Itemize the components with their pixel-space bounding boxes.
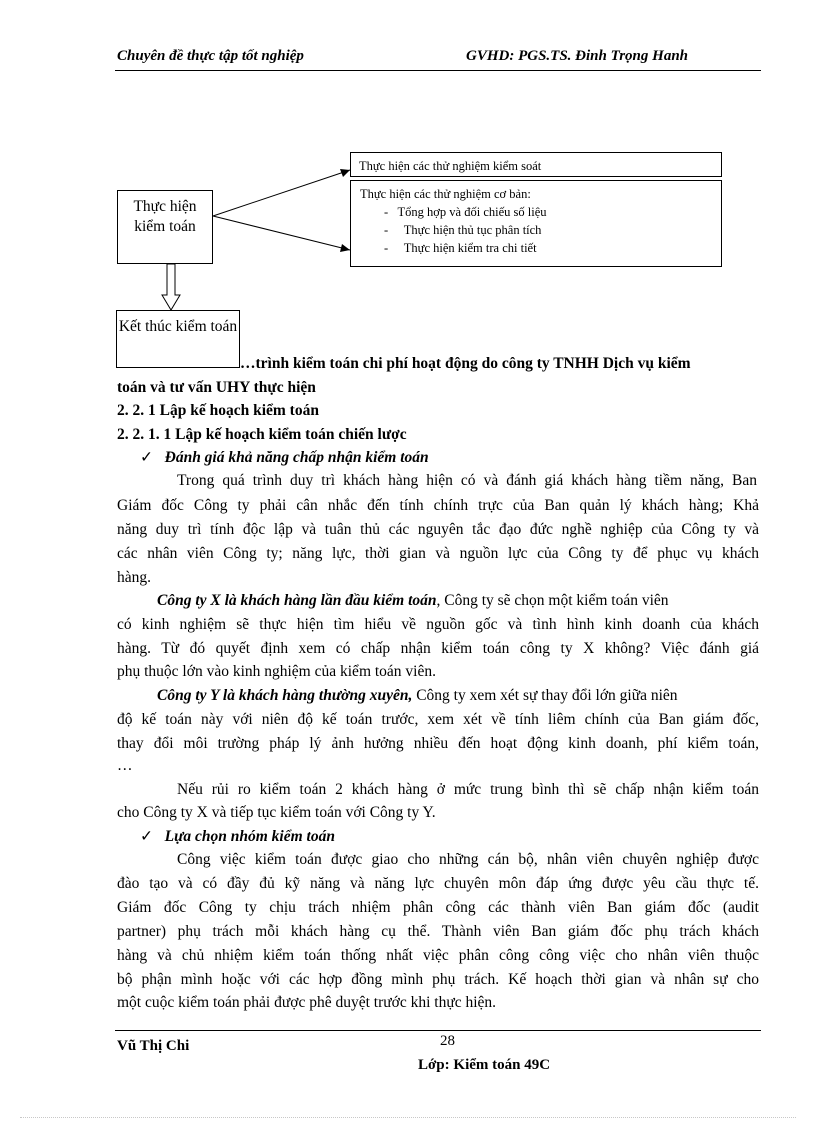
footer-rule (115, 1030, 761, 1031)
box-substantive-tests (350, 180, 722, 267)
p2-line: hàng. Từ đó quyết định xem có chấp nhận kiểm toán công ty X không? Việc đánh giá (117, 640, 759, 657)
heading-2-2-1: 2. 2. 1 Lập kế hoạch kiểm toán (117, 402, 319, 419)
heading-main-line-1: …trình kiểm toán chi phí hoạt động do công ty TNHH Dịch vụ kiểm (240, 355, 691, 372)
footer-author: Vũ Thị Chi (117, 1038, 190, 1054)
p5-line: đào tạo và có đầy đủ kỹ năng và năng lực chuyên môn đáp ứng được yêu cầu thực tế. (117, 875, 759, 892)
p5-line: một cuộc kiểm toán phải được phê duyệt trước khi thực hiện. (117, 994, 497, 1011)
header-title: Chuyên đề thực tập tốt nghiệp (117, 48, 304, 64)
bullet-team-selection: ✓ Lựa chọn nhóm kiểm toán (140, 828, 335, 845)
substantive-item: - Thực hiện thủ tục phân tích (384, 223, 542, 237)
p5-line: partner) phụ trách mỗi khách hàng cụ thể. Thành viên Ban giám đốc phụ trách khách (117, 923, 759, 940)
p4-line: cho Công ty X và tiếp tục kiểm toán với Công ty Y. (117, 804, 436, 821)
footer-class: Lớp: Kiểm toán 49C (418, 1057, 551, 1073)
box-finish-audit (116, 310, 240, 368)
box-control-tests-label: Thực hiện các thử nghiệm kiểm soát (359, 159, 542, 173)
p1-line: các nhân viên Công ty; năng lực, thời gian và nguồn lực của Công ty để phục vụ khách (117, 545, 759, 562)
p3-line: Công ty Y là khách hàng thường xuyên, Công ty xem xét sự thay đổi lớn giữa niên (157, 687, 678, 704)
p1-line: năng duy trì tính độc lập và tuân thủ các nguyên tắc đạo đức nghề nghiệp của Công ty và (117, 521, 759, 538)
arrowhead-controls (340, 169, 350, 177)
check-icon: ✓ (140, 828, 153, 845)
p5-line: Công việc kiểm toán được giao cho những cán bộ, nhân viên chuyên nghiệp được (177, 851, 759, 868)
p5-line: Giám đốc Công ty chịu trách nhiệm phân công các thành viên Ban giám đốc (audit (117, 899, 759, 916)
box-finish-label: Kết thúc kiểm toán (118, 318, 238, 335)
substantive-item: - Tổng hợp và đối chiếu số liệu (384, 205, 547, 219)
check-icon: ✓ (140, 449, 153, 466)
p4-line: Nếu rủi ro kiểm toán 2 khách hàng ở mức trung bình thì sẽ chấp nhận kiểm toán (177, 781, 759, 798)
heading-main-line-2: toán và tư vấn UHY thực hiện (117, 379, 316, 396)
header-supervisor: GVHD: PGS.TS. Đinh Trọng Hanh (466, 48, 688, 64)
p2-line: phụ thuộc lớn vào kinh nghiệm của kiểm toán viên. (117, 663, 436, 680)
arrow-to-substantive (213, 216, 350, 250)
p1-line: Giám đốc Công ty phải cân nhắc đến tính chính trực của Ban quản lý khách hàng; Khả (117, 497, 759, 514)
substantive-item: - Thực hiện kiểm tra chi tiết (384, 241, 537, 255)
p3-line: độ kế toán này với niên độ kế toán trước, xem xét về tính liêm chính của Ban giám đốc, (117, 711, 759, 728)
box-substantive-title: Thực hiện các thử nghiệm cơ bản: (360, 187, 531, 201)
p5-line: hàng và chủ nhiệm kiểm toán thống nhất việc phân công công việc cho nhân viên thuộc (117, 947, 759, 964)
page-edge-dotted (20, 1117, 796, 1118)
p2-line: Công ty X là khách hàng lần đầu kiểm toán, Công ty sẽ chọn một kiểm toán viên (157, 592, 669, 609)
heading-2-2-1-1: 2. 2. 1. 1 Lập kế hoạch kiểm toán chiến lược (117, 426, 407, 443)
arrowhead-substantive (340, 244, 350, 252)
p1-line: Trong quá trình duy trì khách hàng hiện có và đánh giá khách hàng tiềm năng, Ban (177, 472, 757, 489)
p1-line: hàng. (117, 569, 152, 586)
p3-line: thay đổi môi trường pháp lý ảnh hưởng nhiều đến hoạt động kinh doanh, phí kiểm toán, (117, 735, 759, 752)
page-number: 28 (440, 1033, 455, 1049)
down-arrow-to-finish (162, 264, 180, 310)
p2-line: có kinh nghiệm sẽ thực hiện tìm hiểu về nguồn gốc và tình hình kinh doanh của khách (117, 616, 759, 633)
box-control-tests (350, 152, 722, 177)
box-execute-audit (117, 190, 213, 264)
p3-line: … (117, 757, 133, 774)
arrow-to-controls (213, 170, 350, 216)
p5-line: bộ phận mình hoặc với các hợp đồng mình phụ trách. Kế hoạch thời gian và nhân sự cho (117, 971, 759, 988)
header-rule (115, 70, 761, 71)
bullet-acceptance: ✓ Đánh giá khả năng chấp nhận kiểm toán (140, 449, 429, 466)
box-execute-label: Thực hiện kiểm toán (133, 198, 197, 235)
